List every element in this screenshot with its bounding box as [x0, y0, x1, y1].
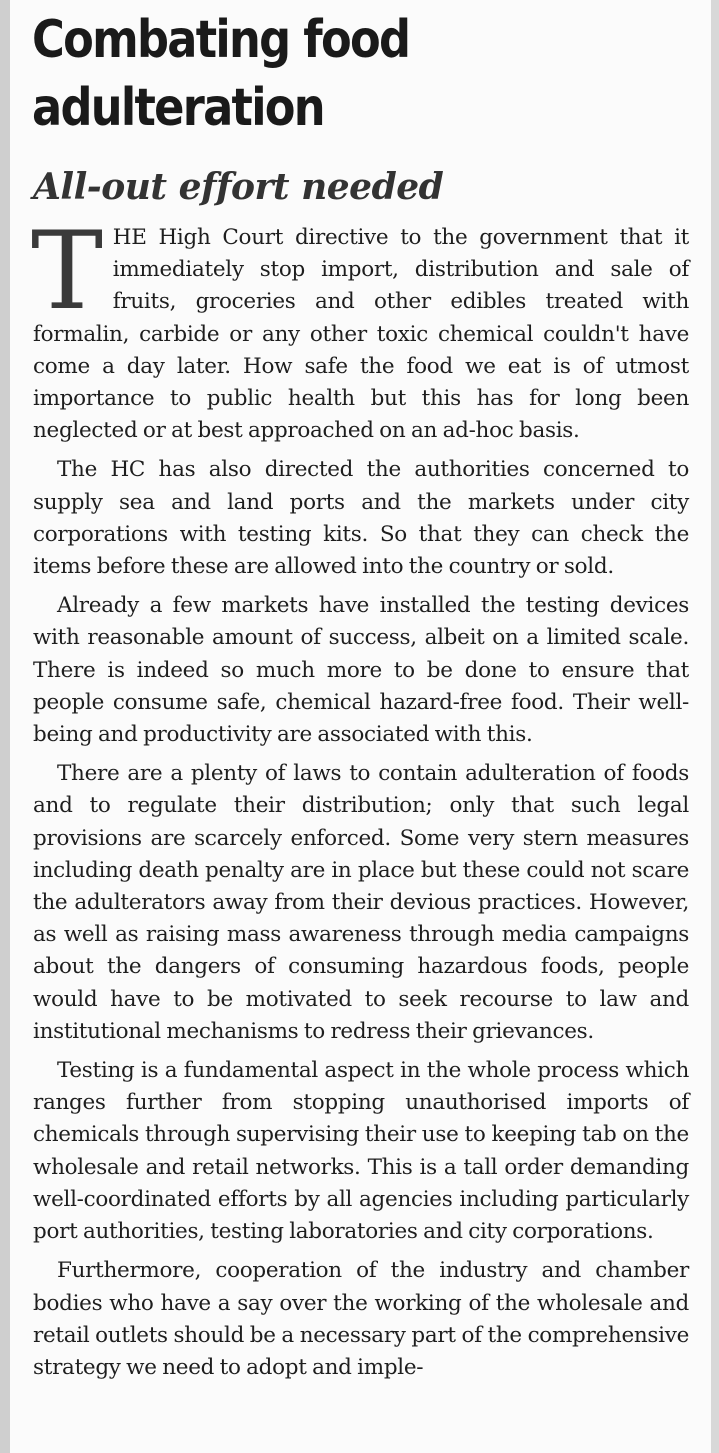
paragraph-2: The HC has also directed the authorities concerned to supply sea and land ports and the markets under city corporations with testing kits. So that they can check the items before these are allowed into the country or sold. — [33, 457, 689, 580]
left-edge-shadow — [0, 0, 10, 1453]
paragraph-1 — [31, 209, 689, 447]
paragraph-1-text: HE High Court directive to the government that it immediately stop import, distribution and sale of fruits, groceries and other edibles treated with formalin, carbide or any other toxic chemical couldn't have come a day later. How safe the food we eat is of utmost importance to public health but this has for long been neglected or at best approached on an ad-hoc basis. — [33, 225, 689, 444]
right-edge-shadow — [711, 0, 719, 1453]
paragraph-3: Already a few markets have installed the testing devices with reasonable amount of success, albeit on a limited scale. There is indeed so much more to be done to ensure that people consume safe, chemical hazard-free food. Their well-being and productivity are associated with this. — [33, 593, 689, 748]
article-body — [31, 209, 689, 1384]
headline: Combating food adulteration — [32, 10, 410, 138]
paragraph-5: Testing is a fundamental aspect in the whole process which ranges further from stopping unauthorised imports of chemicals through supervising their use to keeping tab on the wholesale and retail networks. This is a tall order demanding well-coordinated efforts by all agencies including particularly port authorities, testing laboratories and city corporations. — [33, 1058, 689, 1245]
subheadline: All-out effort needed — [33, 166, 444, 208]
paragraph-6: Furthermore, cooperation of the industry and chamber bodies who have a say over the working of the wholesale and retail outlets should be a necessary part of the comprehensive strategy we need to adopt and imple- — [33, 1258, 689, 1380]
drop-cap: T — [31, 209, 103, 334]
paragraph-4: There are a plenty of laws to contain adulteration of foods and to regulate their distribution; only that such legal provisions are scarcely enforced. Some very stern measures including death penalty are in place but these could not scare the adulterators away from their devious practices. However, as well as raising mass awareness through media campaigns about the dangers of consuming hazardous foods, people would have to be motivated to seek recourse to law and institutional mechanisms to redress their grievances. — [33, 761, 689, 1044]
